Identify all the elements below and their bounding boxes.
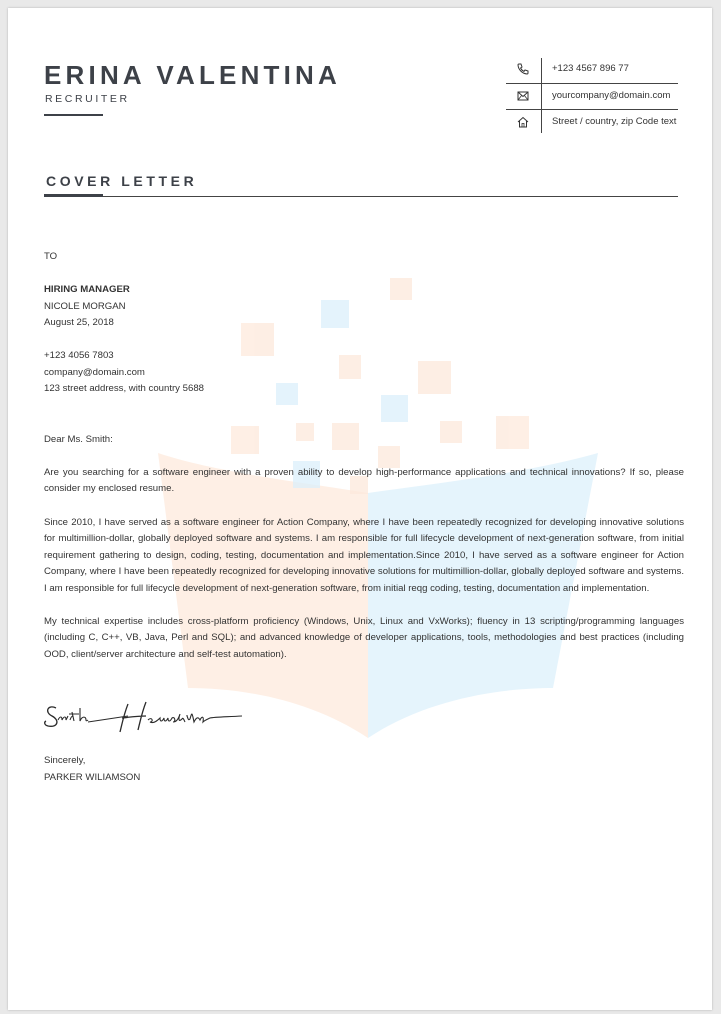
contact-phone-text: +123 4567 896 77 [552, 63, 629, 74]
handwritten-signature [42, 698, 252, 738]
contact-phone [506, 58, 678, 82]
sender-name: PARKER WILIAMSON [44, 772, 141, 783]
letter-greeting: Dear Ms. Smith: [44, 434, 113, 445]
letter-paragraph: Are you searching for a software engineer with a proven ability to develop high-performance applications and technical innovations? If so, please consider my enclosed resume. [44, 467, 684, 495]
recipient-title: HIRING MANAGER [44, 284, 130, 295]
book-watermark [158, 273, 608, 738]
letter-date: August 25, 2018 [44, 317, 114, 328]
recipient-email: company@domain.com [44, 367, 145, 378]
letter-paragraph: Since 2010, I have served as a software engineer for Action Company, where I have been repeatedly recognized for developing innovative solutions for multimillion-dollar, globally deployed software and systems. I am responsible for full lifecycle development of next-generation software, from initial requirement gathering to design, coding, testing, documentation and implementation.Since 2010, I have served as a software engineer for Action Company, where I have been repeatedly recognized for developing innovative solutions for multimillion-dollar, globally deployed software and systems. I am responsible for full lifecycle development of next-generation software, from initial reqg coding, testing, documentation and implementation. [44, 517, 684, 594]
applicant-role: RECRUITER [45, 93, 130, 105]
cover-letter-page [8, 8, 712, 1010]
letter-closing: Sincerely, [44, 755, 86, 766]
recipient-address: 123 street address, with country 5688 [44, 383, 204, 394]
applicant-name: ERINA VALENTINA [44, 60, 341, 90]
home-icon [516, 115, 530, 129]
letter-paragraph: My technical expertise includes cross-platform proficiency (Windows, Unix, Linux and VxWorks); fluency in 13 scripting/programming languages (including C, C++, VB, Java, Perl and SQL); and advanced knowledge of developer applications, tools, methodologies and best practices (including OOD, client/server architecture and self-test automation). [44, 616, 684, 660]
section-divider [44, 196, 678, 197]
contact-email-text: yourcompany@domain.com [552, 90, 671, 101]
contact-row-divider [506, 83, 678, 84]
contact-address [506, 111, 678, 135]
contact-email [506, 85, 678, 109]
section-accent [44, 194, 103, 197]
recipient-phone: +123 4056 7803 [44, 350, 114, 361]
mail-icon [516, 89, 530, 103]
contact-row-divider [506, 109, 678, 110]
name-underline [44, 114, 103, 116]
contact-address-text: Street / country, zip Code text [552, 116, 677, 127]
recipient-to: TO [44, 251, 58, 262]
recipient-name: NICOLE MORGAN [44, 301, 126, 312]
phone-icon [516, 62, 530, 76]
section-title: COVER LETTER [46, 173, 198, 189]
contact-block [506, 58, 678, 133]
